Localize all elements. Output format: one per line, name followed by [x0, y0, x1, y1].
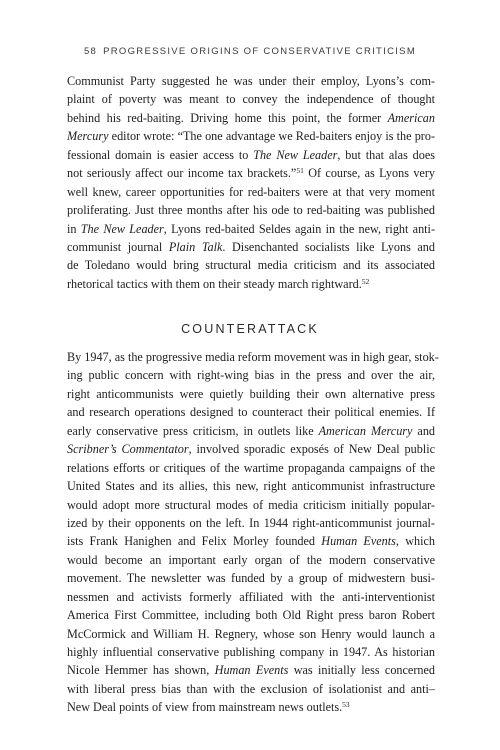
running-head-title: PROGRESSIVE ORIGINS OF CONSERVATIVE CRITICISM — [103, 46, 417, 57]
text-line: Scribner’s Commentator, involved sporadic exposés of New Deal public — [67, 442, 435, 457]
text-line: and research operations designed to counteract their political enemies. If — [67, 405, 435, 420]
page-number: 58 — [83, 46, 98, 57]
text-line: Nicole Hemmer has shown, Human Events was initially less concerned — [67, 663, 435, 678]
text-line: relations efforts or critiques of the wartime propaganda campaigns of the — [67, 460, 435, 475]
text-line: fessional domain is easier access to The New Leader, but that alas does — [67, 147, 436, 162]
paragraph-2 — [67, 348, 439, 717]
text-line: McCormick and William H. Regnery, whose son Henry would launch a — [67, 626, 435, 641]
text-line: By 1947, as the progressive media reform movement was in high gear, stok- — [67, 350, 439, 364]
paragraph-1 — [67, 72, 435, 293]
text-line: Communist Party suggested he was under their employ, Lyons’s com- — [67, 74, 435, 88]
text-line: communist journal Plain Talk. Disenchanted socialists like Lyons and — [67, 239, 435, 254]
text-line: nessmen and activists formerly affiliated with the anti-interventionist — [67, 589, 435, 604]
section-heading: COUNTERATTACK — [181, 322, 319, 336]
text-line: behind his red-baiting. Driving home this point, the former American — [67, 110, 435, 125]
text-line: ists Frank Hanighen and Felix Morley founded Human Events, which — [67, 534, 435, 549]
text-line: in The New Leader, Lyons red-baited Seldes again in the new, right anti- — [67, 221, 436, 236]
text-line: plaint of poverty was meant to convey the independence of thought — [67, 92, 435, 107]
text-line: well knew, career opportunities for red-baiters were at that very moment — [67, 184, 435, 199]
text-line: Mercury editor wrote: “The one advantage we Red-baiters enjoy is the pro- — [67, 129, 435, 144]
text-line: would adopt more structural modes of media criticism initially popular- — [67, 497, 435, 512]
text-line: ized by their opponents on the left. In 1944 right-anticommunist journal- — [67, 515, 435, 530]
text-line: highly influential conservative publishing company in 1947. As historian — [67, 645, 435, 659]
text-line: early conservative press criticism, in outlets like American Mercury and — [67, 423, 436, 438]
text-line: with liberal press bias than with the exclusion of isolationist and anti– — [67, 681, 435, 696]
text-line: ing public concern with right-wing bias in the press and over the air, — [67, 368, 435, 383]
text-line: America First Committee, including both Old Right press baron Robert — [67, 608, 435, 623]
text-line: would become an important early organ of the modern conservative — [67, 552, 435, 567]
running-head — [0, 46, 500, 57]
text-line: movement. The newsletter was funded by a group of midwestern busi- — [67, 571, 435, 586]
text-line: de Toledano would bring structural media criticism and its associated — [67, 258, 435, 273]
text-line: proliferating. Just three months after his ode to red-baiting was published — [67, 203, 435, 218]
text-line: New Deal points of view from mainstream news outlets.$^{53}$ — [67, 700, 350, 715]
text-line: not seriously affect our income tax brackets.”$^{51}$ Of course, as Lyons very — [67, 166, 435, 181]
text-line: United States and its allies, this new, right anticommunist infrastructure — [67, 479, 435, 494]
text-line: rhetorical tactics with them on their steady march rightward.$^{52}$ — [67, 276, 370, 291]
text-line: right anticommunists were quietly building their own alternative press — [67, 386, 435, 401]
